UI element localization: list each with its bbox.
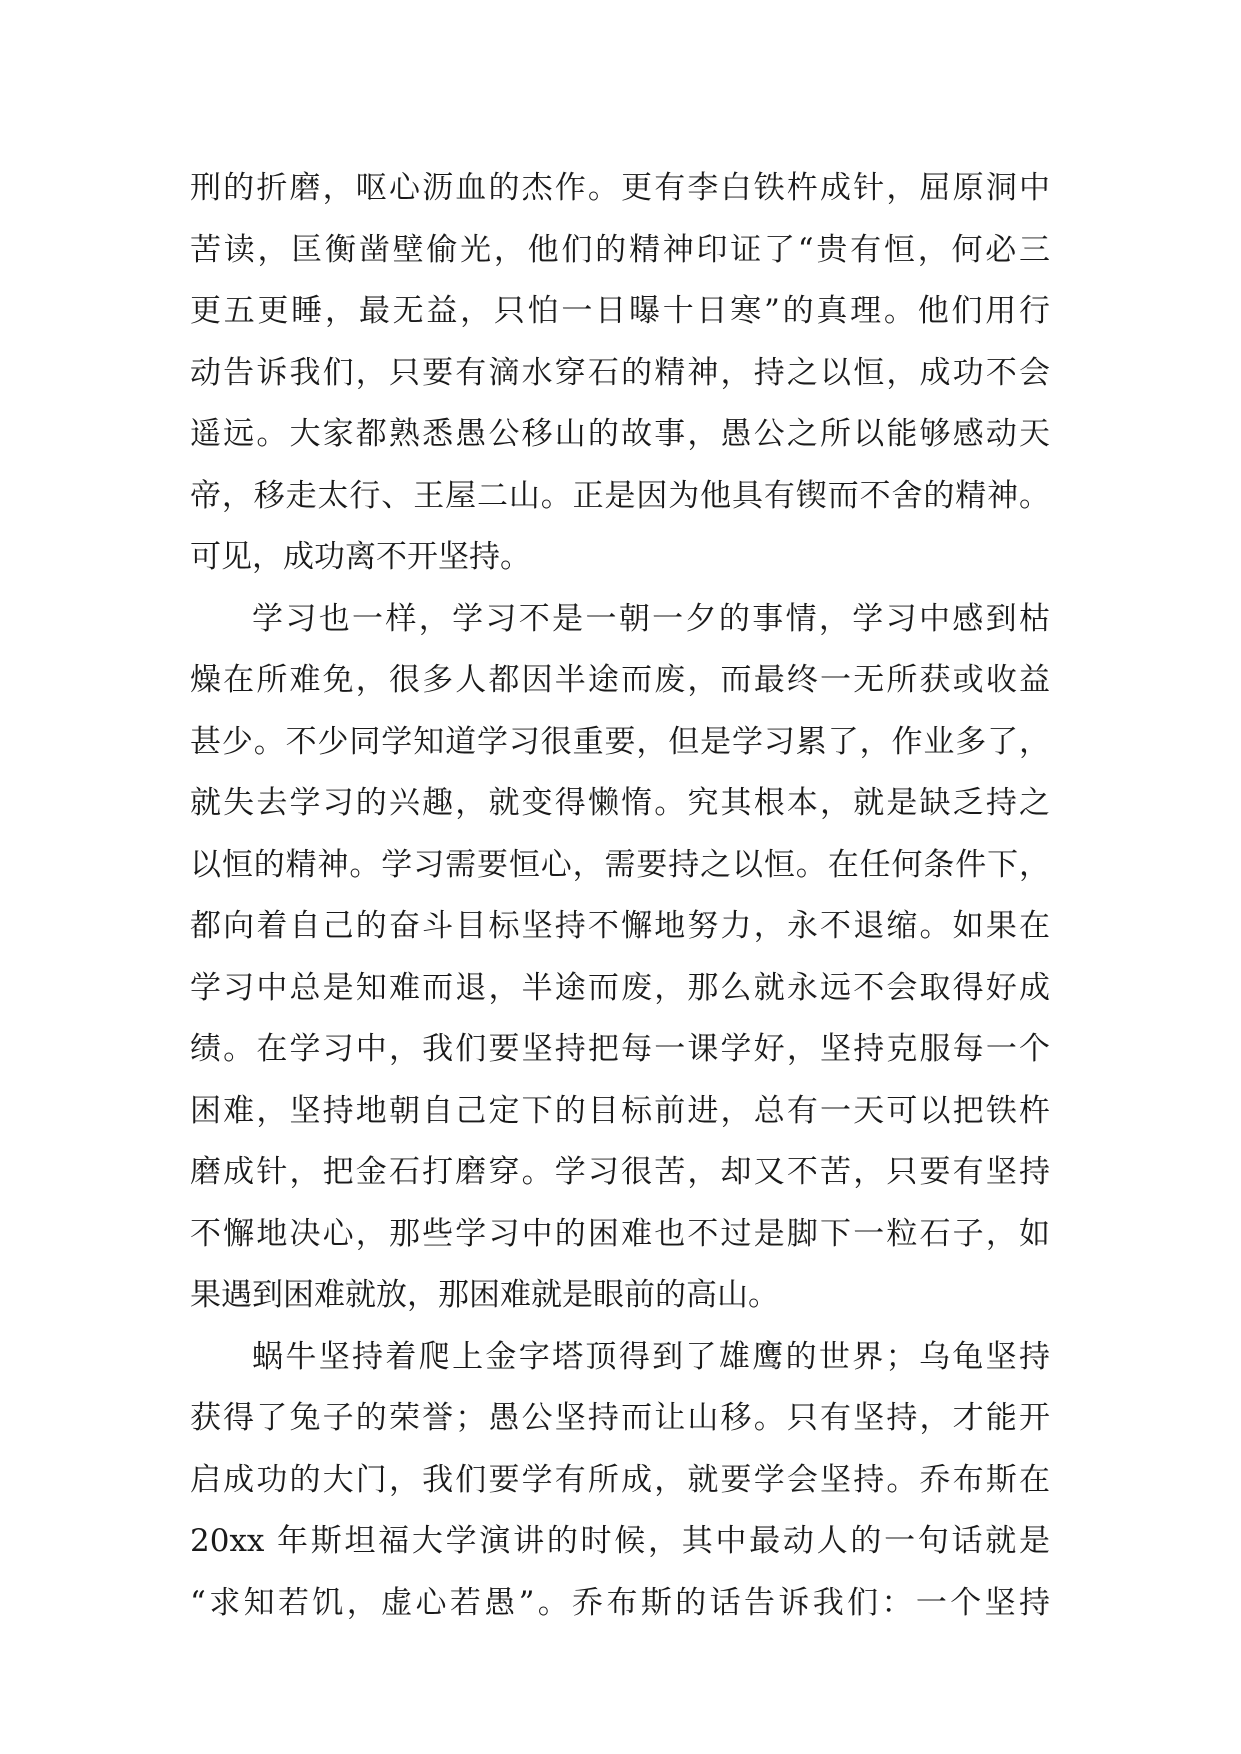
text-line: 不懈地决心，那些学习中的困难也不过是脚下一粒石子，如 <box>190 1215 1050 1252</box>
text-line: 动告诉我们，只要有滴水穿石的精神，持之以恒，成功不会 <box>190 354 1050 391</box>
text-line: 磨成针，把金石打磨穿。学习很苦，却又不苦，只要有坚持 <box>190 1154 1050 1190</box>
paragraph <box>190 158 1050 589</box>
body-text <box>190 158 1050 1634</box>
text-line: 遥远。大家都熟悉愚公移山的故事，愚公之所以能够感动天 <box>190 416 1050 452</box>
text-line: 困难，坚持地朝自己定下的目标前进，总有一天可以把铁杵 <box>190 1092 1050 1129</box>
text-line: 绩。在学习中，我们要坚持把每一课学好，坚持克服每一个 <box>190 1031 1050 1067</box>
text-line: 都向着自己的奋斗目标坚持不懈地努力，永不退缩。如果在 <box>190 908 1050 944</box>
text-line: 燥在所难免，很多人都因半途而废，而最终一无所获或收益 <box>190 662 1050 698</box>
text-line: 更五更睡，最无益，只怕一日曝十日寒”的真理。他们用行 <box>190 293 1050 329</box>
text-line: 以恒的精神。学习需要恒心，需要持之以恒。在任何条件下， <box>190 846 1050 883</box>
text-line: 学习也一样，学习不是一朝一夕的事情，学习中感到枯 <box>252 600 1050 637</box>
text-line: 帝，移走太行、王屋二山。正是因为他具有锲而不舍的精神。 <box>190 477 1050 514</box>
text-line: 刑的折磨，呕心沥血的杰作。更有李白铁杵成针，屈原洞中 <box>190 170 1050 206</box>
text-line: 20xx 年斯坦福大学演讲的时候，其中最动人的一句话就是 <box>190 1523 1050 1559</box>
text-line: 苦读，匡衡凿壁偷光，他们的精神印证了“贵有恒，何必三 <box>190 231 1050 268</box>
paragraph <box>190 1327 1050 1635</box>
text-line: “求知若饥，虚心若愚”。乔布斯的话告诉我们：一个坚持 <box>190 1584 1050 1621</box>
text-line: 蜗牛坚持着爬上金字塔顶得到了雄鹰的世界；乌龟坚持 <box>252 1338 1050 1375</box>
text-line: 甚少。不少同学知道学习很重要，但是学习累了，作业多了， <box>190 723 1050 760</box>
paragraph <box>190 589 1050 1327</box>
text-line: 学习中总是知难而退，半途而废，那么就永远不会取得好成 <box>190 969 1050 1006</box>
text-line: 获得了兔子的荣誉；愚公坚持而让山移。只有坚持，才能开 <box>190 1400 1050 1436</box>
text-line: 果遇到困难就放，那困难就是眼前的高山。 <box>190 1277 779 1313</box>
text-line: 就失去学习的兴趣，就变得懒惰。究其根本，就是缺乏持之 <box>190 785 1050 821</box>
text-line: 可见，成功离不开坚持。 <box>190 539 531 575</box>
text-line: 启成功的大门，我们要学有所成，就要学会坚持。乔布斯在 <box>190 1461 1050 1498</box>
